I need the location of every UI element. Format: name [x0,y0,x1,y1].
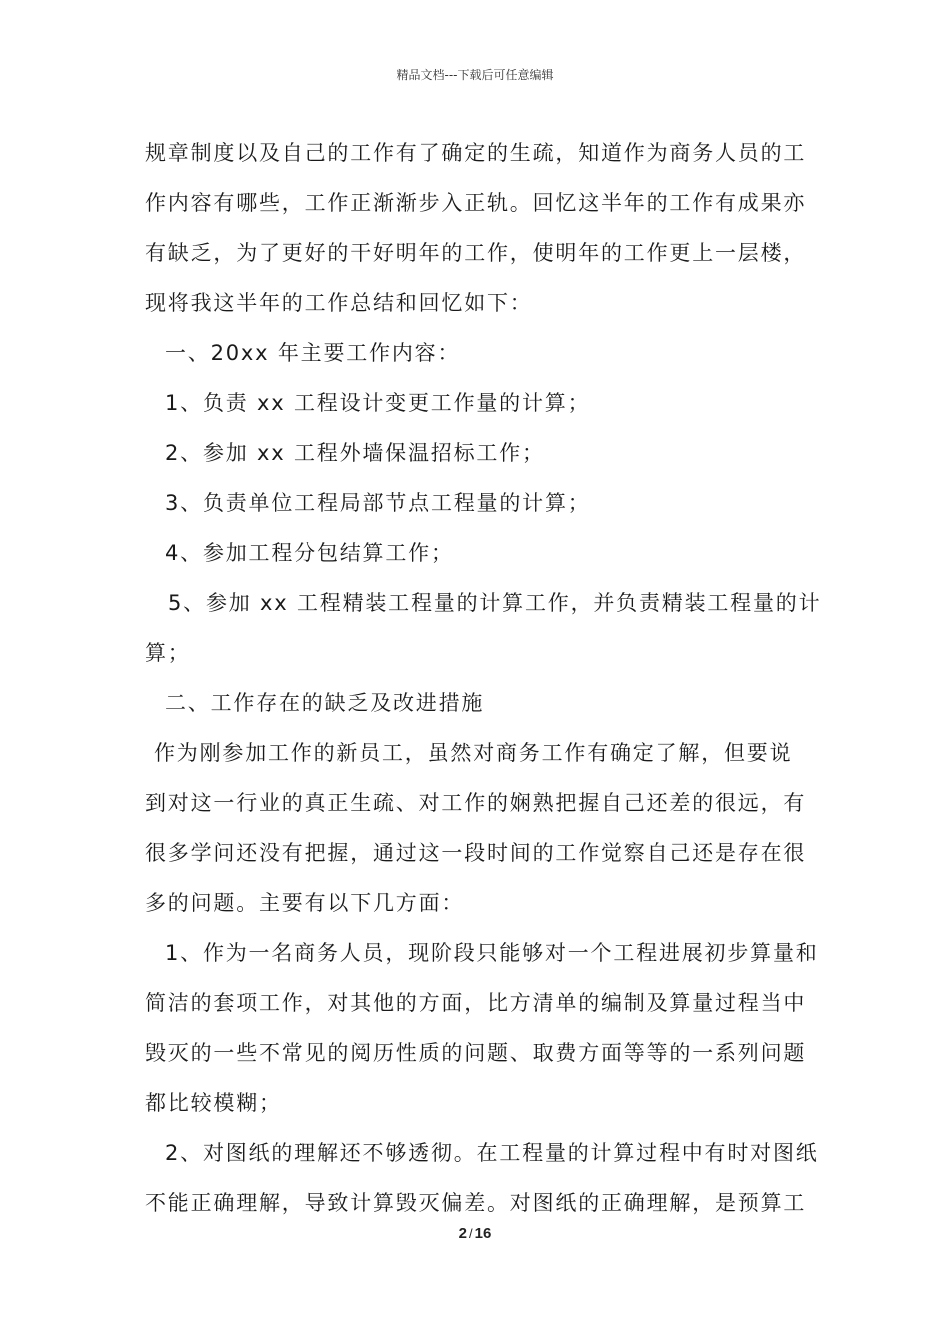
paragraph-line: 作内容有哪些，工作正渐渐步入正轨。回忆这半年的工作有成果亦 [145,191,807,215]
paragraph-line: 规章制度以及自己的工作有了确定的生疏，知道作为商务人员的工 [145,141,807,165]
paragraph-line: 简洁的套项工作，对其他的方面，比方清单的编制及算量过程当中 [145,991,807,1015]
paragraph-line: 不能正确理解，导致计算毁灭偏差。对图纸的正确理解，是预算工 [145,1191,807,1215]
paragraph-line: 毁灭的一些不常见的阅历性质的问题、取费方面等等的一系列问题 [145,1041,807,1065]
paragraph-line: 作为刚参加工作的新员工，虽然对商务工作有确定了解，但要说 [154,741,793,765]
list-item: 3、负责单位工程局部节点工程量的计算； [165,491,591,515]
paragraph-line: 多的问题。主要有以下几方面： [145,891,465,915]
paragraph-line: 到对这一行业的真正生疏、对工作的娴熟把握自己还差的很远，有 [145,791,807,815]
total-pages: 16 [474,1225,492,1242]
page-separator: / [469,1226,473,1241]
list-item: 5、参加 xx 工程精装工程量的计算工作，并负责精装工程量的计 [168,591,822,615]
list-item: 1、负责 xx 工程设计变更工作量的计算； [165,391,591,415]
paragraph-line: 都比较模糊； [145,1091,282,1115]
paragraph-line: 有缺乏，为了更好的干好明年的工作，使明年的工作更上一层楼， [145,241,807,265]
section-heading-1: 一、20xx 年主要工作内容： [165,341,461,365]
page-number [0,1225,950,1242]
paragraph-line: 很多学问还没有把握，通过这一段时间的工作觉察自己还是存在很 [145,841,807,865]
page-header: 精品文档---下载后可任意编辑 [396,68,554,82]
list-item: 2、参加 xx 工程外墙保温招标工作； [165,441,545,465]
body-text [145,128,822,1228]
list-item: 1、作为一名商务人员，现阶段只能够对一个工程进展初步算量和 [165,941,819,965]
section-heading-2: 二、工作存在的缺乏及改进措施 [165,691,485,715]
list-item: 2、对图纸的理解还不够透彻。在工程量的计算过程中有时对图纸 [165,1141,819,1165]
list-item: 4、参加工程分包结算工作； [165,541,454,565]
current-page: 2 [458,1225,468,1242]
paragraph-line: 现将我这半年的工作总结和回忆如下： [145,291,533,315]
list-item-continuation: 算； [145,641,191,665]
